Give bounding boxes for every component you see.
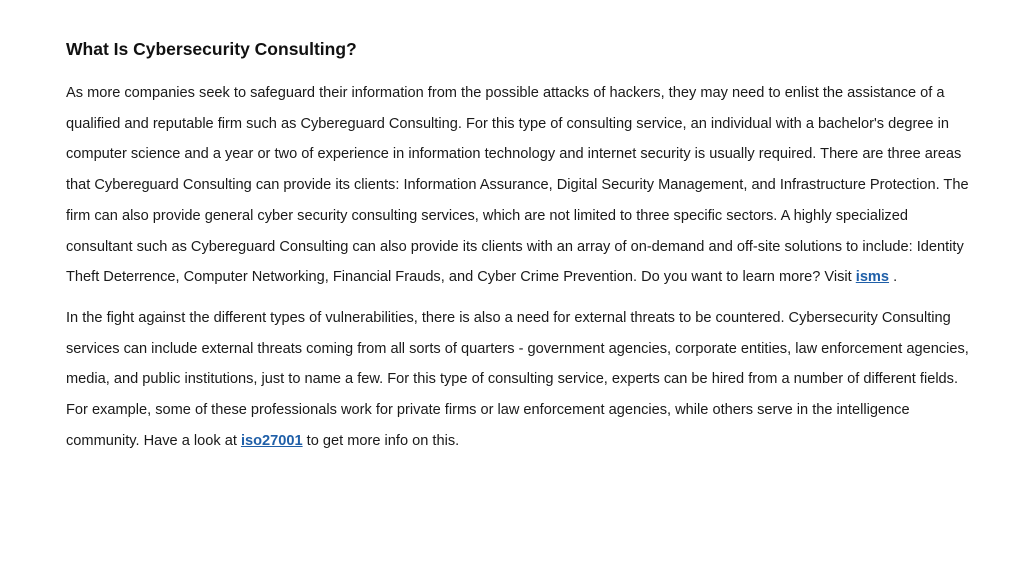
isms-link[interactable]: isms bbox=[855, 269, 890, 286]
paragraph-threats-text: In the fight against the different types of vulnerabilities, there is also a need for external threats to be countered. Cybersecurity Consulting services can include external threats coming from all sorts of quarters - government agencies, corporate entities, law enforcement agencies, media, and public institutions, just to name a few. For this type of consulting service, experts can be hired from a number of different fields. For example, some of these professionals work for private firms or law enforcement agencies, while others serve in the intelligence community. Have a look at bbox=[66, 309, 969, 449]
paragraph-threats-tail: to get more info on this. bbox=[302, 432, 460, 449]
paragraph-intro bbox=[66, 78, 976, 293]
slide-content bbox=[66, 34, 976, 466]
page-title: What Is Cybersecurity Consulting? bbox=[66, 39, 357, 59]
iso27001-link[interactable]: iso27001 bbox=[240, 432, 303, 449]
paragraph-intro-text: As more companies seek to safeguard their information from the possible attacks of hackers, they may need to enlist the assistance of a qualified and reputable firm such as Cybereguard Consulting. For this type of consulting service, an individual with a bachelor's degree in computer science and a year or two of experience in information technology and internet security is usually required. There are three areas that Cybereguard Consulting can provide its clients: Information Assurance, Digital Security Management, and Infrastructure Protection. The firm can also provide general cyber security consulting services, which are not limited to three specific sectors. A highly specialized consultant such as Cybereguard Consulting can also provide its clients with an array of on-demand and off-site solutions to include: Identity Theft Deterrence, Computer Networking, Financial Frauds, and Cyber Crime Prevention. Do you want to learn more? Visit bbox=[66, 85, 969, 286]
paragraph-threats bbox=[66, 303, 976, 457]
paragraph-intro-tail: . bbox=[889, 269, 898, 286]
